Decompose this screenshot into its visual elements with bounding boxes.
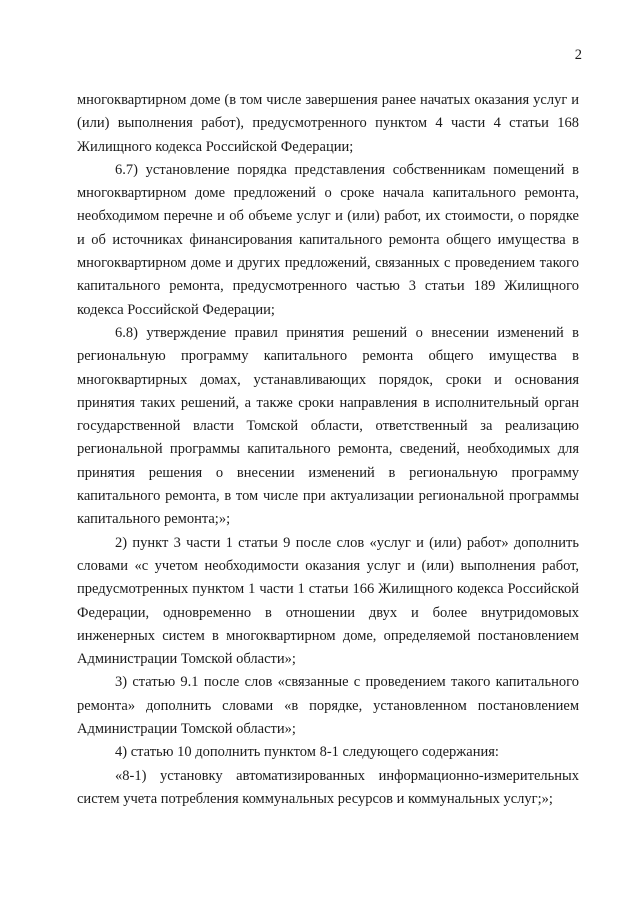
paragraph: 6.7) установление порядка представления собственникам помещений в многоквартирном доме предложений о сроке начала капитального ремонта, необходимом перечне и об объеме услуг и (или) работ, их стоимости, о порядке и об источниках финансирования капитального ремонта общего имущества в многоквартирном доме и других предложений, связанных с проведением такого капитального ремонта, предусмотренного частью 3 статьи 189 Жилищного кодекса Российской Федерации; <box>77 161 579 318</box>
paragraph: 6.8) утверждение правил принятия решений о внесении изменений в региональную программу капитального ремонта общего имущества в многоквартирных домах, устанавливающих порядок, сроки и основания принятия таких решений, а также сроки направления в исполнительный орган государственной власти Томской области, ответственный за реализацию региональной программы капитального ремонта, сведений, необходимых для принятия решения о внесении изменений в региональную программу капитального ремонта, в том числе при актуализации региональной программы капитального ремонта;»; <box>77 324 579 528</box>
paragraph: 3) статью 9.1 после слов «связанные с проведением такого капитального ремонта» дополнить словами «в порядке, установленном постановлением Администрации Томской области»; <box>77 674 579 738</box>
page-number: 2 <box>574 47 582 63</box>
paragraph: многоквартирном доме (в том числе завершения ранее начатых оказания услуг и (или) выполнения работ), предусмотренного пунктом 4 части 4 статьи 168 Жилищного кодекса Российской Федерации; <box>77 92 579 155</box>
paragraph: 4) статью 10 дополнить пунктом 8-1 следующего содержания: <box>115 744 499 761</box>
document-body <box>77 89 579 811</box>
paragraph: 2) пункт 3 части 1 статьи 9 после слов «услуг и (или) работ» дополнить словами «с учетом необходимости оказания услуг и (или) выполнения работ, предусмотренных пунктом 1 части 1 статьи 166 Жилищного кодекса Российской Федерации, одновременно в отношении двух и более внутридомовых инженерных систем в многоквартирном доме, определяемой постановлением Администрации Томской области»; <box>77 534 579 668</box>
paragraph: «8-1) установку автоматизированных информационно-измерительных систем учета потребления коммунальных ресурсов и коммунальных услуг;»; <box>77 767 579 807</box>
